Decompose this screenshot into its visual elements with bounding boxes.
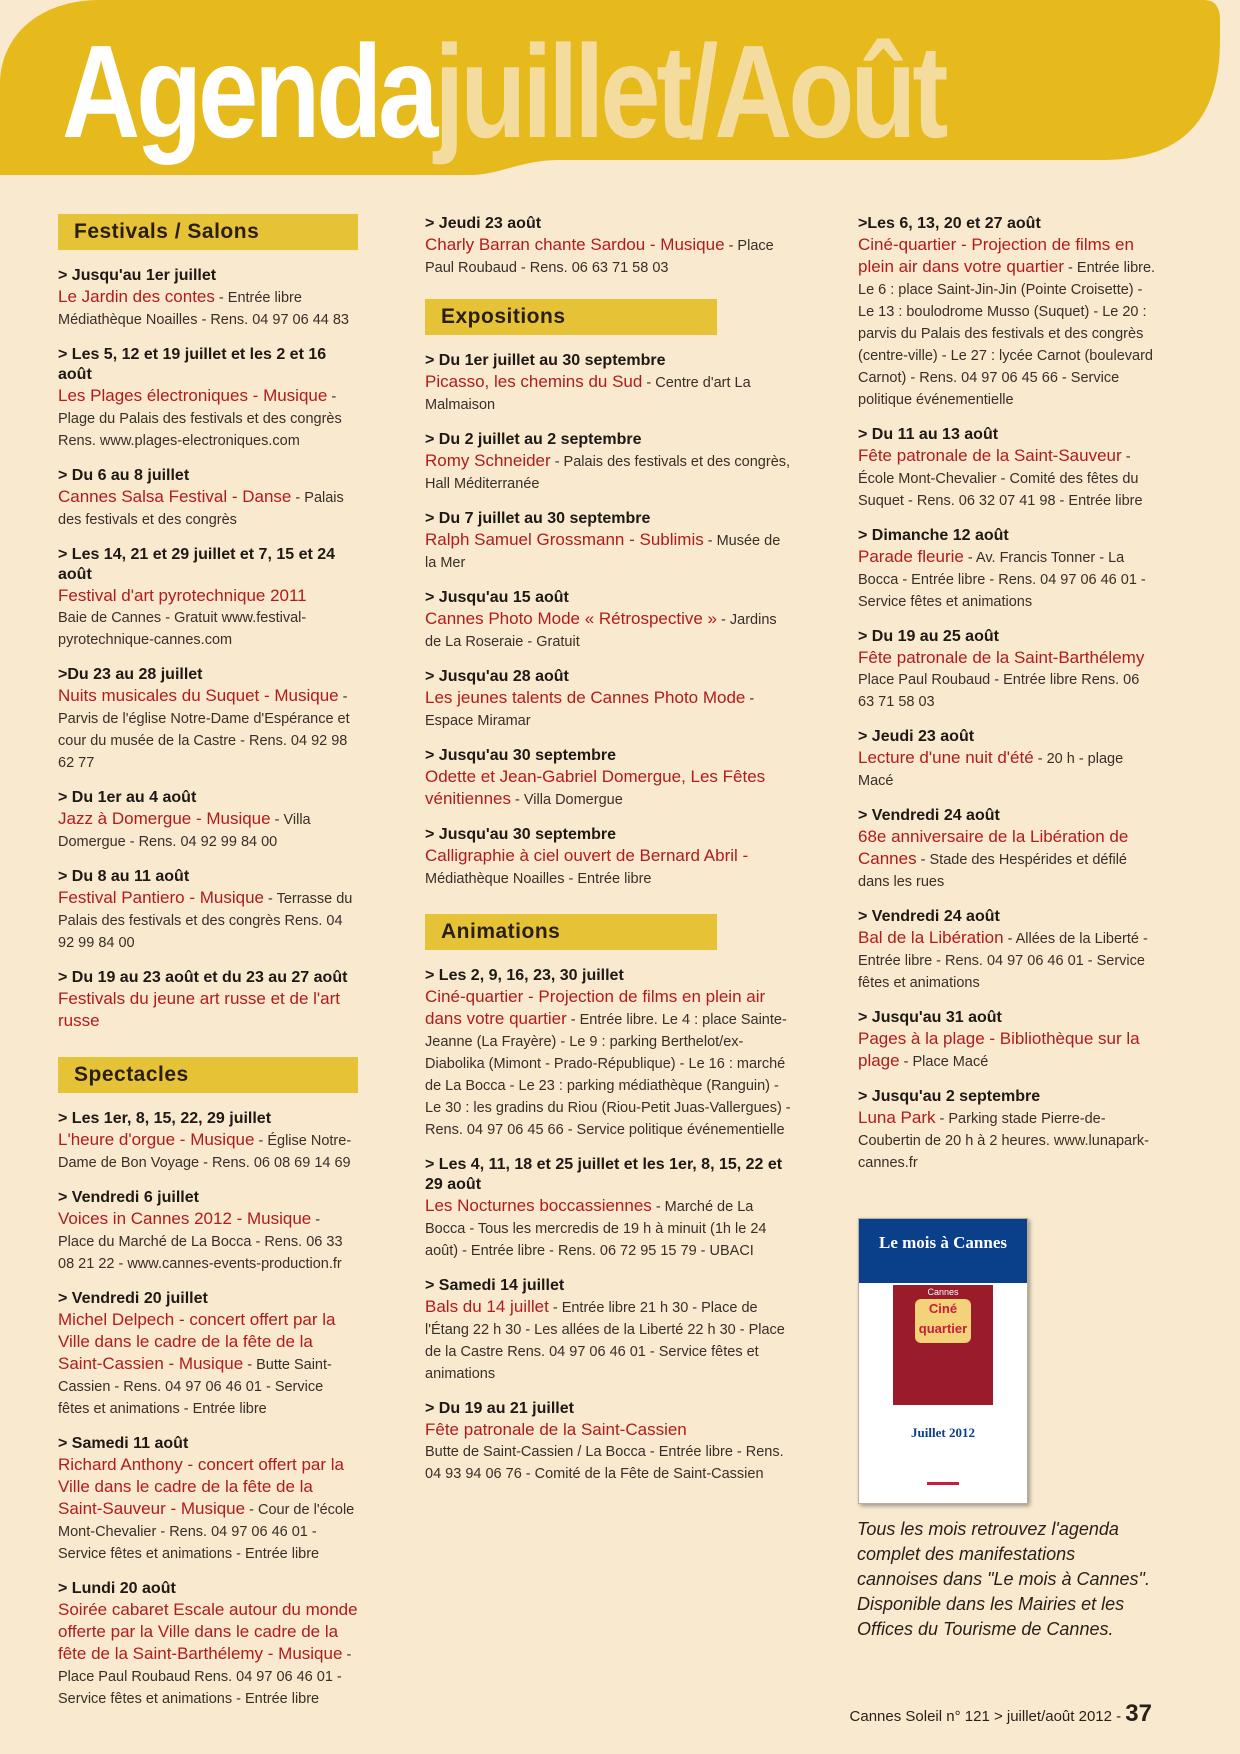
event-title: Richard Anthony - concert offert par la Ville dans le cadre de la fête de la Saint-Sauveur - Musique [58, 1455, 345, 1518]
event-details: - Parking stade Pierre-de-Coubertin de 20 h à 2 heures. www.lunapark-cannes.fr [858, 1111, 1149, 1171]
event-details: - Église Notre-Dame de Bon Voyage - Rens. 06 08 69 14 69 [58, 1133, 352, 1171]
event-date: > Vendredi 24 août [858, 807, 1000, 824]
footer-text: Cannes Soleil n° 121 > juillet/août 2012 - [849, 1708, 1126, 1725]
event-title: Ciné-quartier - Projection de films en plein air dans votre quartier [858, 235, 1134, 276]
event-item [425, 966, 795, 1141]
event-title: Les Nocturnes boccassiennes [425, 1196, 652, 1215]
event-date: > Samedi 14 juillet [425, 1277, 565, 1294]
event-item [425, 430, 795, 495]
event-date: > Samedi 11 août [58, 1435, 189, 1452]
event-item [58, 1579, 358, 1710]
event-item [58, 968, 358, 1033]
event-item [858, 526, 1158, 613]
event-details: - Place Paul Roubaud Rens. 04 97 06 46 01 - Service fêtes et animations - Entrée libre [58, 1647, 352, 1707]
event-title: Cannes Salsa Festival - Danse [58, 487, 292, 506]
event-title: Calligraphie à ciel ouvert de Bernard Abril - [425, 846, 749, 865]
event-details: - Place Paul Roubaud - Rens. 06 63 71 58 03 [425, 238, 774, 276]
section-festivals [58, 214, 358, 1033]
event-title: Michel Delpech - concert offert par la Ville dans le cadre de la fête de la Saint-Cassien - Musique [58, 1310, 336, 1373]
event-title: Cannes Photo Mode « Rétrospective » [425, 609, 718, 628]
event-date: > Jeudi 23 août [858, 728, 975, 745]
event-details: - Villa Domergue [511, 792, 623, 808]
event-item [58, 1109, 358, 1174]
event-details: - Terrasse du Palais des festivals et des congrès Rens. 04 92 99 84 00 [58, 891, 353, 951]
cannes-logo-icon [927, 1464, 959, 1485]
event-item [58, 1289, 358, 1420]
event-date: > Les 1er, 8, 15, 22, 29 juillet [58, 1110, 272, 1127]
event-details: - Jardins de La Roseraie - Gratuit [425, 612, 777, 650]
section-expositions [425, 299, 795, 890]
event-title: Picasso, les chemins du Sud [425, 372, 643, 391]
event-title: Les jeunes talents de Cannes Photo Mode [425, 688, 746, 707]
event-details: - Entrée libre 21 h 30 - Place de l'Étang 22 h 30 - Les allées de la Liberté 22 h 30 - Place de la Castre Rens. 04 97 06 46 01 - Service fêtes et animations [425, 1300, 785, 1382]
magazine-cover-art [893, 1285, 993, 1405]
event-item [858, 1087, 1158, 1174]
event-item [425, 1276, 795, 1385]
event-title: Soirée cabaret Escale autour du monde offerte par la Ville dans le cadre de la fête de la Saint-Barthélemy - Musique [58, 1600, 358, 1663]
event-details: - Centre d'art La Malmaison [425, 375, 751, 413]
event-details: Butte de Saint-Cassien / La Bocca - Entrée libre - Rens. 04 93 94 06 76 - Comité de la Fête de Saint-Cassien [425, 1444, 784, 1482]
event-details: - Musée de la Mer [425, 533, 781, 571]
event-details: - Entrée libre Médiathèque Noailles - Rens. 04 97 06 44 83 [58, 290, 349, 328]
event-date: > Dimanche 12 août [858, 527, 1009, 544]
event-details: Médiathèque Noailles - Entrée libre [425, 871, 652, 887]
event-details: - Entrée libre. Le 4 : place Sainte-Jeanne (La Frayère) - Le 9 : parking Berthelot/ex-Diabolika (Mimont - Prado-République) - Le 16 : marché de La Bocca - Le 23 : parking médiathèque (Ranguin) - Le 30 : les gradins du Riou (Riou-Petit Juas-Vallergues) - Rens. 04 97 06 45 66 - Service politique événementielle [425, 1012, 791, 1138]
event-details: - Av. Francis Tonner - La Bocca - Entrée libre - Rens. 04 97 06 46 01 - Service fêtes et animations [858, 550, 1146, 610]
event-date: > Du 7 juillet au 30 septembre [425, 510, 651, 527]
event-details: - Palais des festivals et des congrès [58, 490, 344, 528]
title-sub: juillet/Août [434, 18, 945, 165]
event-item [58, 788, 358, 853]
event-date: > Vendredi 20 juillet [58, 1290, 208, 1307]
event-date: > Du 1er au 4 août [58, 789, 197, 806]
event-details: - Place du Marché de La Bocca - Rens. 06 33 08 21 22 - www.cannes-events-production.fr [58, 1212, 343, 1272]
event-title: Luna Park [858, 1108, 936, 1127]
event-details: - Butte Saint-Cassien - Rens. 04 97 06 46 01 - Service fêtes et animations - Entrée libre [58, 1357, 332, 1417]
section-heading: Animations [425, 914, 717, 950]
event-title: Les Plages électroniques - Musique [58, 386, 328, 405]
magazine-tag: Cannes [927, 1287, 959, 1297]
event-item [858, 1008, 1158, 1073]
event-details: - Entrée libre. Le 6 : place Saint-Jin-Jin (Pointe Croisette) - Le 13 : boulodrome Musso (Suquet) - Le 20 : parvis du Palais des festivals et des congrès (centre-ville) - Le 27 : lycée Carnot (boulevard Carnot) - Rens. 04 97 06 45 66 - Service politique événementielle [858, 260, 1156, 408]
event-item [425, 1399, 795, 1485]
section-heading: Expositions [425, 299, 717, 335]
event-details: - 20 h - plage Macé [858, 751, 1124, 789]
magazine-cover-image [858, 1218, 1028, 1504]
event-title: Charly Barran chante Sardou - Musique [425, 235, 725, 254]
section-animations [425, 914, 795, 1485]
event-details: - Cour de l'école Mont-Chevalier - Rens. 04 97 06 46 01 - Service fêtes et animations - Entrée libre [58, 1502, 355, 1562]
event-title: Fête patronale de la Saint-Sauveur [858, 446, 1122, 465]
event-date: > Jusqu'au 28 août [425, 668, 569, 685]
event-details: - Espace Miramar [425, 691, 755, 729]
event-date: >Du 23 au 28 juillet [58, 666, 203, 683]
event-item [58, 665, 358, 774]
event-item [58, 1434, 358, 1565]
event-item [58, 545, 358, 651]
magazine-title: Le mois à Cannes [859, 1219, 1027, 1283]
event-title: Ciné-quartier - Projection de films en plein air dans votre quartier [425, 987, 766, 1028]
event-item [858, 214, 1158, 411]
event-title: Jazz à Domergue - Musique [58, 809, 271, 828]
event-details: - Allées de la Liberté - Entrée libre - Rens. 04 97 06 46 01 - Service fêtes et animations [858, 931, 1148, 991]
event-date: > Jusqu'au 1er juillet [58, 267, 217, 284]
event-title: Bals du 14 juillet [425, 1297, 549, 1316]
event-item [58, 466, 358, 531]
magazine-caption: Tous les mois retrouvez l'agenda complet des manifestations cannoises dans "Le mois à Cannes". Disponible dans les Mairies et les Offices du Tourisme de Cannes. [857, 1519, 1150, 1639]
event-date: > Du 19 au 25 août [858, 628, 999, 645]
event-title: 68e anniversaire de la Libération de Cannes [858, 827, 1129, 868]
event-date: > Jusqu'au 15 août [425, 589, 569, 606]
event-item [58, 345, 358, 452]
event-item [425, 746, 795, 811]
column-1 [58, 214, 358, 1724]
event-item [425, 667, 795, 732]
event-details: - Villa Domergue - Rens. 04 92 99 84 00 [58, 812, 311, 850]
column-2 [425, 214, 795, 1499]
section-heading: Festivals / Salons [58, 214, 358, 250]
event-item [58, 867, 358, 954]
event-date: > Les 14, 21 et 29 juillet et 7, 15 et 24 août [58, 546, 336, 583]
event-date: >Les 6, 13, 20 et 27 août [858, 215, 1041, 232]
event-item [858, 907, 1158, 994]
magazine-cine-label: Ciné quartier [915, 1299, 971, 1343]
event-item [858, 727, 1158, 792]
event-item [858, 425, 1158, 512]
event-item [425, 351, 795, 416]
event-details: - Marché de La Bocca - Tous les mercredis de 19 h à minuit (1h le 24 août) - Entrée libre - Rens. 06 72 95 15 79 - UBACI [425, 1199, 767, 1259]
event-date: > Du 6 au 8 juillet [58, 467, 190, 484]
event-date: > Jusqu'au 30 septembre [425, 826, 616, 843]
event-date: > Du 8 au 11 août [58, 868, 190, 885]
event-title: Parade fleurie [858, 547, 964, 566]
event-title: Festival d'art pyrotechnique 2011 [58, 586, 307, 605]
event-item [425, 1155, 795, 1262]
event-date: > Jusqu'au 31 août [858, 1009, 1002, 1026]
event-details: - Place Macé [899, 1054, 989, 1070]
event-item [425, 825, 795, 890]
event-item [58, 1188, 358, 1275]
title-main: Agenda [62, 18, 435, 165]
event-title: L'heure d'orgue - Musique [58, 1130, 255, 1149]
event-title: Pages à la plage - Bibliothèque sur la plage [858, 1029, 1140, 1070]
event-details: - Parvis de l'église Notre-Dame d'Espérance et cour du musée de la Castre - Rens. 04 92 98 62 77 [58, 689, 350, 771]
event-item [858, 627, 1158, 713]
event-title: Nuits musicales du Suquet - Musique [58, 686, 339, 705]
event-title: Le Jardin des contes [58, 287, 215, 306]
event-title: Romy Schneider [425, 451, 551, 470]
section-spectacles [58, 1057, 358, 1710]
event-title: Voices in Cannes 2012 - Musique [58, 1209, 312, 1228]
event-item [425, 509, 795, 574]
event-date: > Vendredi 24 août [858, 908, 1000, 925]
event-title: Fête patronale de la Saint-Barthélemy [858, 648, 1145, 667]
event-date: > Jeudi 23 août [425, 215, 542, 232]
event-details: - Plage du Palais des festivals et des congrès Rens. www.plages-electroniques.com [58, 389, 342, 449]
event-date: > Du 11 au 13 août [858, 426, 999, 443]
event-details: - École Mont-Chevalier - Comité des fêtes du Suquet - Rens. 06 32 07 41 98 - Entrée libre [858, 449, 1143, 509]
event-date: > Du 19 au 23 août et du 23 au 27 août [58, 969, 348, 986]
event-title: Lecture d'une nuit d'été [858, 748, 1034, 767]
event-date: > Les 5, 12 et 19 juillet et les 2 et 16 août [58, 346, 327, 383]
event-date: > Les 4, 11, 18 et 25 juillet et les 1er, 8, 15, 22 et 29 août [425, 1156, 783, 1193]
event-date: > Lundi 20 août [58, 1580, 176, 1597]
event-date: > Du 1er juillet au 30 septembre [425, 352, 666, 369]
magazine-date: Juillet 2012 [911, 1425, 975, 1440]
event-item [58, 266, 358, 331]
event-date: > Les 2, 9, 16, 23, 30 juillet [425, 967, 624, 984]
event-details: - Stade des Hespérides et défilé dans les rues [858, 852, 1127, 890]
event-details: Place Paul Roubaud - Entrée libre Rens. 06 63 71 58 03 [858, 672, 1140, 710]
event-title: Bal de la Libération [858, 928, 1004, 947]
event-item [858, 806, 1158, 893]
event-item [425, 214, 795, 279]
event-title: Odette et Jean-Gabriel Domergue, Les Fêtes vénitiennes [425, 767, 766, 808]
event-date: > Jusqu'au 2 septembre [858, 1088, 1041, 1105]
page-number: 37 [1125, 1700, 1152, 1727]
event-details: Baie de Cannes - Gratuit www.festival-pyrotechnique-cannes.com [58, 610, 307, 648]
page-footer [850, 1700, 1152, 1728]
event-title: Festival Pantiero - Musique [58, 888, 264, 907]
event-title: Festivals du jeune art russe et de l'art russe [58, 989, 340, 1030]
event-date: > Du 19 au 21 juillet [425, 1400, 574, 1417]
event-date: > Du 2 juillet au 2 septembre [425, 431, 642, 448]
event-title: Ralph Samuel Grossmann - Sublimis [425, 530, 704, 549]
event-item [425, 588, 795, 653]
event-details: - Palais des festivals et des congrès, Hall Méditerranée [425, 454, 791, 492]
event-date: > Vendredi 6 juillet [58, 1189, 199, 1206]
event-date: > Jusqu'au 30 septembre [425, 747, 616, 764]
section-heading: Spectacles [58, 1057, 358, 1093]
event-title: Fête patronale de la Saint-Cassien [425, 1420, 687, 1439]
column-3 [858, 214, 1158, 1188]
page-title [62, 18, 945, 165]
